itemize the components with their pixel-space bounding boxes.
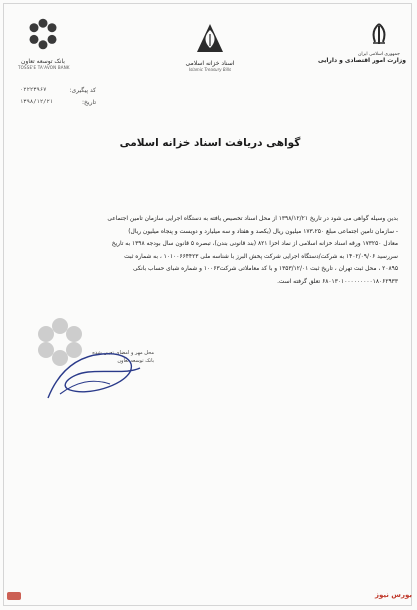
body-line: - سازمان تامین اجتماعی مبلغ ۱۷۳،۲۵۰ میلیون ریال (یکصد و هفتاد و سه میلیارد و دویست و پنجاه میلیون ریال) xyxy=(128,228,398,235)
ministry-line1: جمهوری اسلامی ایران xyxy=(358,52,400,57)
treasury-emblem-icon xyxy=(195,22,225,54)
document-title: گواهی دریافت اسناد خزانه اسلامی xyxy=(119,137,301,149)
bank-name-fa: بانک توسعه تعاون xyxy=(21,58,65,65)
ministry-logo xyxy=(318,22,406,64)
bank-flower-icon xyxy=(25,16,61,52)
date-label: تاریخ: xyxy=(82,98,96,106)
treasury-name-en: Islamic Treasury Bills xyxy=(188,67,232,72)
body-line: ۶۸۰۱۳۰۱۰۰۰۰۰۰۰۰۰۱۸۰۶۲۹۳۳ تعلق گرفته است. xyxy=(277,278,398,285)
ministry-line2: وزارت امور اقتصادی و دارایی xyxy=(318,57,406,64)
ref-label: کد پیگیری: xyxy=(69,86,96,94)
body-line: سررسید ۱۴۰۲/۰۹/۰۶ به شرکت/دستگاه اجرایی شرکت پخش البرز با شناسه ملی ۱۰۱۰۰۶۶۴۴۲۳ ، به شماره ثبت xyxy=(124,253,398,260)
body-line: معادل ۱۷۳۲۵۰ ورقه اسناد خزانه اسلامی از نماد اخزا ۸۲۱ (بند قانونی بندن)، تبصره ۵ قانون سال بودجه ۱۳۹۸ به تاریخ xyxy=(111,241,398,248)
ref-value: ۰۲۲۲۳۹۶۷ xyxy=(20,87,47,93)
body-line: بدین وسیله گواهی می شود در تاریخ ۱۳۹۸/۱۲/۲۱ از محل اسناد تخصیص یافته به دستگاه اجرایی سازمان تامین اجتماعی xyxy=(107,216,398,222)
stamp-line2: بانک توسعه تعاون xyxy=(117,358,154,364)
treasury-name-fa: اسناد خزانه اسلامی xyxy=(185,60,235,67)
watermark: بورس نیوز xyxy=(374,591,412,599)
handwritten-signature xyxy=(40,338,150,408)
stamp-line1: محل مهر و امضای تعیین شده xyxy=(92,350,154,356)
corner-logo-icon xyxy=(6,590,22,602)
body-line: ۲۰۸۹۵ ، محل ثبت تهران ، تاریخ ثبت ۱۳۵۳/۱۲/۰۱ و با کد معاملاتی شرکت۱۰۰۶۳ و شماره شبای حساب بانکی xyxy=(132,266,398,273)
national-emblem-icon xyxy=(368,22,390,46)
date-value: ۱۳۹۸/۱۲/۲۱ xyxy=(20,99,54,105)
bank-logo xyxy=(18,16,68,74)
document-meta xyxy=(20,84,96,108)
treasury-logo xyxy=(184,22,236,72)
bank-name-en: TOSSE'E TA'AVON BANK xyxy=(18,65,70,70)
certificate-body xyxy=(20,213,398,289)
